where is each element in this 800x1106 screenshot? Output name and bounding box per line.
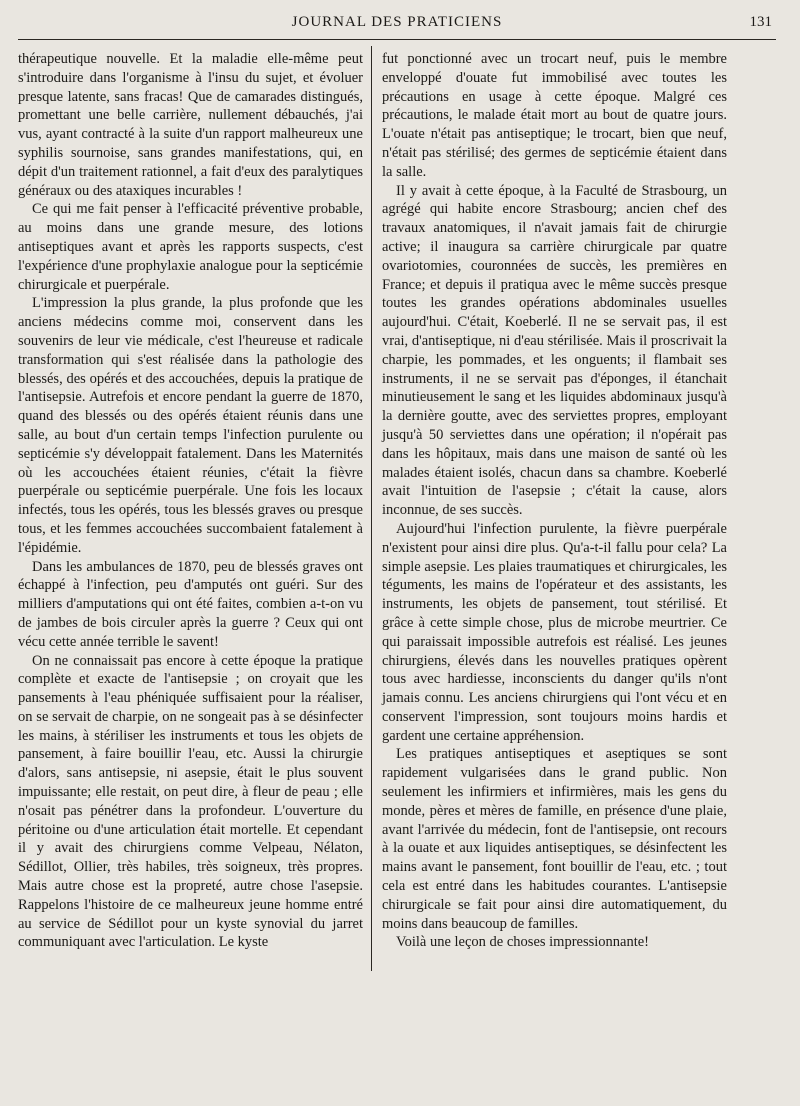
running-header bbox=[18, 14, 776, 36]
header-rule bbox=[18, 39, 776, 40]
paragraph: thérapeutique nouvelle. Et la maladie elle-même peut s'introduire dans l'organisme à l'insu du sujet, et évoluer presque latente, sans fracas! Que de camarades distingués, promettant une belle carrière, nullement débauchés, j'ai vus, ayant contracté à la suite d'un rapport malheureux une syphilis sournoise, sans grandes manifestations, qui, en dépit d'un traitement rationnel, a fait d'eux des paralytiques généraux ou des ataxiques incurables ! bbox=[18, 51, 363, 199]
paragraph: Aujourd'hui l'infection purulente, la fièvre puerpérale n'existent pour ainsi dire plus. Qu'a-t-il fallu pour cela? La simple asepsie. Les plaies traumatiques et chirurgicales, les téguments, les mains de l'opérateur et des assistants, les instruments, les objets de pansement, tout stérilisé. Et grâce à cette simple chose, plus de microbe meurtrier. Ce qui paraissait impossible autrefois est réalisé. Les jeunes chirurgiens, élevés dans les nouvelles pratiques opèrent tous avec hardiesse, inconscients du danger qu'ils n'ont jamais connu. Les anciens chirurgiens qui l'ont vécu et en conservent l'impression, sont toujours moins hardis et gardent une certaine appréhension. bbox=[382, 520, 727, 744]
paragraph: Dans les ambulances de 1870, peu de blessés graves ont échappé à l'infection, peu d'amputés ont guéri. Sur des milliers d'amputations qui ont été faites, combien a-t-on vu de jambes de bois circuler après la guerre ? Ceux qui ont vécu cette année terrible le savent! bbox=[18, 558, 363, 650]
right-column bbox=[382, 50, 727, 952]
journal-title: JOURNAL DES PRATICIENS bbox=[291, 14, 503, 30]
paragraph: L'impression la plus grande, la plus profonde que les anciens médecins comme moi, conservent dans les souvenirs de leur vie médicale, c'est l'heureuse et radicale transformation qui s'est réalisée dans la pathologie des blessés, des opérés et des accouchées, depuis la pratique de l'antisepsie. Autrefois et encore pendant la guerre de 1870, quand des blessés ou des opérés étaient réunis dans une salle, au bout d'un certain temps l'infection purulente ou septicémie s'y développait fatalement. Dans les Maternités où les accouchées étaient réunies, c'était la fièvre puerpérale ou septicémie puerpérale. Une fois les locaux infectés, tous les opérés, tous les blessés graves ou presque tous, et les femmes accouchées succombaient fatalement à l'épidémie. bbox=[18, 295, 363, 556]
paragraph: fut ponctionné avec un trocart neuf, puis le membre enveloppé d'ouate fut immobilisé avec toutes les précautions en usage à cette époque. Malgré ces précautions, le malade était mort au bout de quatre jours. L'ouate n'était pas antiseptique; le trocart, bien que neuf, n'était pas stérilisé; des germes de septicémie étaient dans la salle. bbox=[382, 51, 727, 180]
column-divider bbox=[371, 46, 372, 971]
paragraph: Voilà une leçon de choses impressionnante! bbox=[396, 934, 650, 951]
page-number: 131 bbox=[749, 14, 772, 30]
paragraph: On ne connaissait pas encore à cette époque la pratique complète et exacte de l'antisepsie ; on croyait que les pansements à l'eau phéniquée suffisaient pour la réaliser, on se servait de charpie, on ne songeait pas à se désinfecter les mains, à stériliser les instruments et tous les objets de pansement, à faire bouillir l'eau, etc. Aussi la chirurgie d'alors, sans antisepsie, ni asepsie, était le plus souvent impuissante; elle restait, on peut dire, à fleur de peau ; elle n'osait pas pénétrer dans la profondeur. L'ouverture du péritoine ou d'une articulation était mortelle. Et cependant il y avait des chirurgiens comme Velpeau, Nélaton, Sédillot, Ollier, très habiles, très soigneux, très propres. Mais autre chose est la propreté, autre chose l'asepsie. Rappelons l'histoire de ce malheureux jeune homme entré au service de Sédillot pour un kyste synovial du jarret communiquant avec l'articulation. Le kyste bbox=[18, 652, 363, 951]
paragraph: Les pratiques antiseptiques et aseptiques se sont rapidement vulgarisées dans le grand public. Non seulement les infirmiers et infirmières, mais les gens du monde, pères et mères de famille, en présence d'une plaie, avant l'arrivée du médecin, font de l'antisepsie, ont recours à la ouate et aux liquides antiseptiques, se désinfectent les mains avant le pansement, font bouillir de l'eau, etc. ; tout cela est entré dans les habitudes courantes. L'antisepsie chirurgicale se fait pour ainsi dire automatiquement, du moins dans beaucoup de familles. bbox=[382, 746, 727, 932]
paragraph: Il y avait à cette époque, à la Faculté de Strasbourg, un agrégé qui habite encore Strasbourg; ancien chef des travaux anatomiques, il n'avait jamais fait de chirurgie active; il inaugura sa carrière chirurgicale par quatre ovariotomies, couronnées de succès, les premières en France; et depuis il pratiqua avec le même succès presque toutes les grandes opérations abdominales usuelles aujourd'hui. C'était, Koeberlé. Il ne se servait pas, il est vrai, d'antiseptique, ni d'eau stérilisée. Mais il proscrivait la charpie, les pommades, et les onguents; il flambait ses instruments, il ne se servait pas d'éponges, il étanchait minutieusement le sang et les liquides abdominaux jusqu'à la dernière goutte, avec des serviettes propres, employant jusqu'à 50 serviettes dans une opération; il n'opérait pas dans les hôpitaux, mais dans une maison de santé où les malades étaient isolés, chacun dans sa chambre. Koeberlé avait l'intuition de l'asepsie ; c'était la cause, alors inconnue, de ses succès. bbox=[382, 182, 727, 519]
left-column bbox=[18, 50, 363, 952]
paragraph: Ce qui me fait penser à l'efficacité préventive probable, au moins dans une grande mesure, des lotions antiseptiques avant et après les rapports suspects, c'est l'expérience d'une prophylaxie analogue pour la septicémie chirurgicale et puerpérale. bbox=[18, 201, 363, 293]
